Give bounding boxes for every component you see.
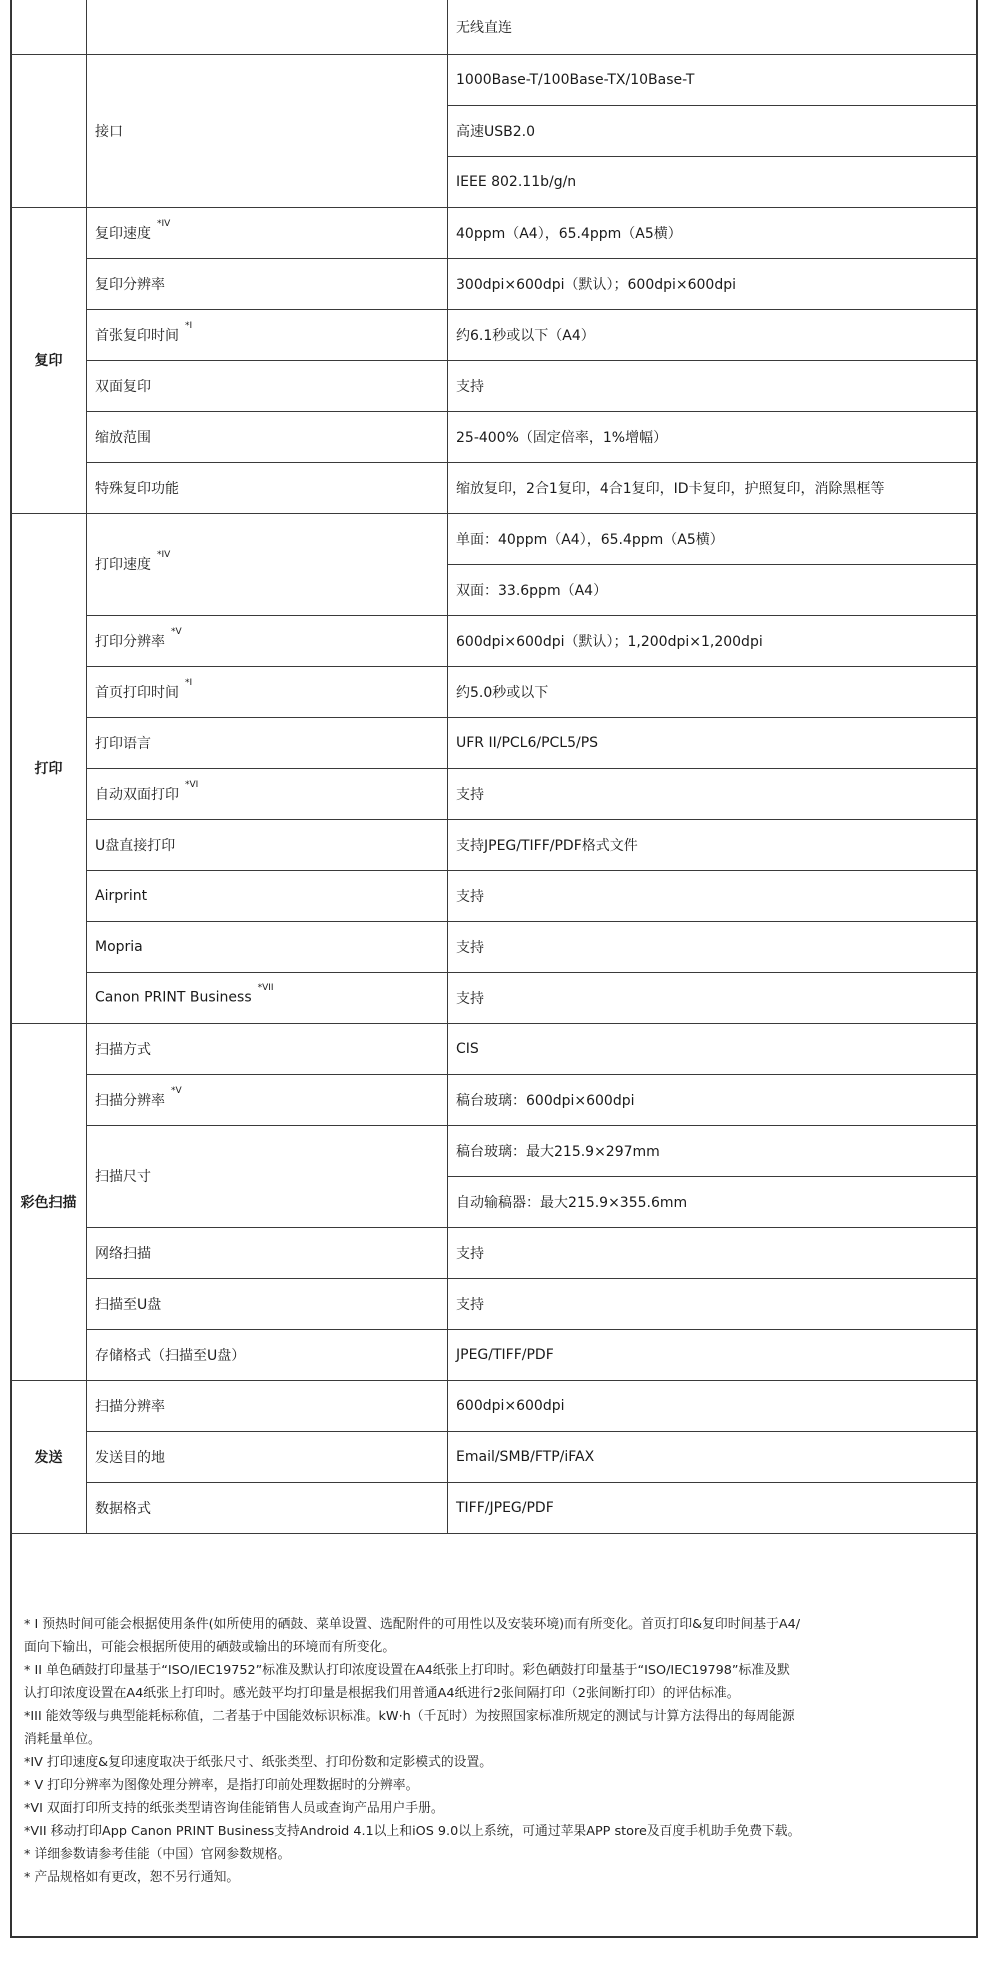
table-row <box>11 54 978 105</box>
cell-value: 高速USB2.0 <box>448 105 978 156</box>
cell-value: 支持 <box>448 360 978 411</box>
table-row <box>11 870 978 921</box>
cell-label: 网络扫描 <box>87 1227 448 1278</box>
cell-value: 稿台玻璃：最大215.9×297mm <box>448 1125 978 1176</box>
footnote-line: 消耗量单位。 <box>24 1732 101 1747</box>
cell-value: 单面：40ppm（A4），65.4ppm（A5横） <box>448 513 978 564</box>
table-row <box>11 1482 978 1533</box>
cell-value: TIFF/JPEG/PDF <box>448 1482 978 1533</box>
category-scan: 彩色扫描 <box>11 1023 87 1380</box>
cell-value: CIS <box>448 1023 978 1074</box>
table-row <box>11 819 978 870</box>
cell-value: 40ppm（A4），65.4ppm（A5横） <box>448 207 978 258</box>
cell-value: IEEE 802.11b/g/n <box>448 156 978 207</box>
footnote-line: 面向下输出，可能会根据所使用的硒鼓或输出的环境而有所变化。 <box>24 1640 396 1655</box>
table-row <box>11 972 978 1023</box>
cell-value: 缩放复印，2合1复印，4合1复印，ID卡复印，护照复印，消除黑框等 <box>448 462 978 513</box>
cell-label: 首页打印时间$^{*I}$ <box>87 666 448 717</box>
cell-label: 自动双面打印$^{*VI}$ <box>87 768 448 819</box>
cell-label: 扫描分辨率 <box>87 1380 448 1431</box>
table-row <box>11 921 978 972</box>
cell-value: 支持 <box>448 870 978 921</box>
cell-label: 打印速度$^{*IV}$ <box>87 513 448 615</box>
cell-label: 复印分辨率 <box>87 258 448 309</box>
cell-value: 600dpi×600dpi（默认）；1,200dpi×1,200dpi <box>448 615 978 666</box>
cell-label: 双面复印 <box>87 360 448 411</box>
table-row <box>11 717 978 768</box>
table-row <box>11 1431 978 1482</box>
table-row <box>11 1125 978 1176</box>
table-row <box>11 360 978 411</box>
cell-value: 600dpi×600dpi <box>448 1380 978 1431</box>
footnote-line: * II 单色硒鼓打印量基于“ISO/IEC19752”标准及默认打印浓度设置在A4纸张上打印时。彩色硒鼓打印量基于“ISO/IEC19798”标准及默 <box>24 1663 790 1678</box>
footnote-line: *VI 双面打印所支持的纸张类型请咨询佳能销售人员或查询产品用户手册。 <box>24 1801 444 1816</box>
table-row <box>11 411 978 462</box>
cell-value: 支持 <box>448 921 978 972</box>
cell-label: 特殊复印功能 <box>87 462 448 513</box>
cell-label: U盘直接打印 <box>87 819 448 870</box>
cell-value: 约6.1秒或以下（A4） <box>448 309 978 360</box>
table-row <box>11 615 978 666</box>
footnote-line: *VII 移动打印App Canon PRINT Business支持Android 4.1以上和iOS 9.0以上系统，可通过苹果APP store及百度手机助手免费下载。 <box>24 1824 801 1839</box>
footnote-line: * V 打印分辨率为图像处理分辨率，是指打印前处理数据时的分辨率。 <box>24 1778 419 1793</box>
table-row <box>11 309 978 360</box>
cell-value: 300dpi×600dpi（默认）；600dpi×600dpi <box>448 258 978 309</box>
cell-value: UFR II/PCL6/PCL5/PS <box>448 717 978 768</box>
cell-label: Mopria <box>87 921 448 972</box>
cell-value: 约5.0秒或以下 <box>448 666 978 717</box>
cell-label: 数据格式 <box>87 1482 448 1533</box>
cell-value: 支持 <box>448 972 978 1023</box>
category-print: 打印 <box>11 513 87 1023</box>
table-row <box>11 513 978 564</box>
category-copy: 复印 <box>11 207 87 513</box>
table-row <box>11 462 978 513</box>
cell-value: 稿台玻璃：600dpi×600dpi <box>448 1074 978 1125</box>
category-send: 发送 <box>11 1380 87 1533</box>
cell-value: 支持 <box>448 1227 978 1278</box>
cell-label: 扫描分辨率$^{*V}$ <box>87 1074 448 1125</box>
cell-label: 接口 <box>87 54 448 207</box>
footnote-line: 认打印浓度设置在A4纸张上打印时。感光鼓平均打印量是根据我们用普通A4纸进行2张间隔打印（2张间断打印）的评估标准。 <box>24 1686 740 1701</box>
table-row <box>11 1074 978 1125</box>
cell-label: 扫描尺寸 <box>87 1125 448 1227</box>
table-row <box>11 258 978 309</box>
table-row <box>11 1380 978 1431</box>
cell-label: 扫描方式 <box>87 1023 448 1074</box>
table-row <box>11 666 978 717</box>
cell-value: Email/SMB/FTP/iFAX <box>448 1431 978 1482</box>
cell-value: 自动输稿器：最大215.9×355.6mm <box>448 1176 978 1227</box>
table-row <box>11 1023 978 1074</box>
cell-label: 复印速度$^{*IV}$ <box>87 207 448 258</box>
cell-value: 无线直连 <box>448 0 978 54</box>
footnote-line: *IV 打印速度&复印速度取决于纸张尺寸、纸张类型、打印份数和定影模式的设置。 <box>24 1755 493 1770</box>
cell-label: 扫描至U盘 <box>87 1278 448 1329</box>
cell-label: 打印分辨率$^{*V}$ <box>87 615 448 666</box>
table-row <box>11 207 978 258</box>
spec-table <box>10 0 978 1534</box>
cell-value: 支持 <box>448 768 978 819</box>
cell-value: JPEG/TIFF/PDF <box>448 1329 978 1380</box>
footnote-line: * I 预热时间可能会根据使用条件(如所使用的硒鼓、菜单设置、选配附件的可用性以及安装环境)而有所变化。首页打印&复印时间基于A4/ <box>24 1617 801 1632</box>
cell-value: 双面：33.6ppm（A4） <box>448 564 978 615</box>
table-row <box>11 0 978 54</box>
footnote-line: * 产品规格如有更改，恕不另行通知。 <box>24 1870 240 1885</box>
cell-value: 支持 <box>448 1278 978 1329</box>
footnote-line: *III 能效等级与典型能耗标称值，二者基于中国能效标识标准。kW·h（千瓦时）为按照国家标准所规定的测试与计算方法得出的每周能源 <box>24 1709 795 1724</box>
table-row <box>11 1278 978 1329</box>
cell-value: 支持JPEG/TIFF/PDF格式文件 <box>448 819 978 870</box>
cell-label: 发送目的地 <box>87 1431 448 1482</box>
cell-label: Airprint <box>87 870 448 921</box>
table-row <box>11 1227 978 1278</box>
table-row <box>11 768 978 819</box>
cell-value: 25-400%（固定倍率，1%增幅） <box>448 411 978 462</box>
cell-label: 首张复印时间$^{*I}$ <box>87 309 448 360</box>
cell-label: 存储格式（扫描至U盘） <box>87 1329 448 1380</box>
table-row <box>11 1329 978 1380</box>
cell-label: 缩放范围 <box>87 411 448 462</box>
cell-label: Canon PRINT Business$^{*VII}$ <box>87 972 448 1023</box>
cell-value: 1000Base-T/100Base-TX/10Base-T <box>448 54 978 105</box>
footnote-line: * 详细参数请参考佳能（中国）官网参数规格。 <box>24 1847 291 1862</box>
footnotes <box>24 1613 968 1889</box>
cell-label: 打印语言 <box>87 717 448 768</box>
